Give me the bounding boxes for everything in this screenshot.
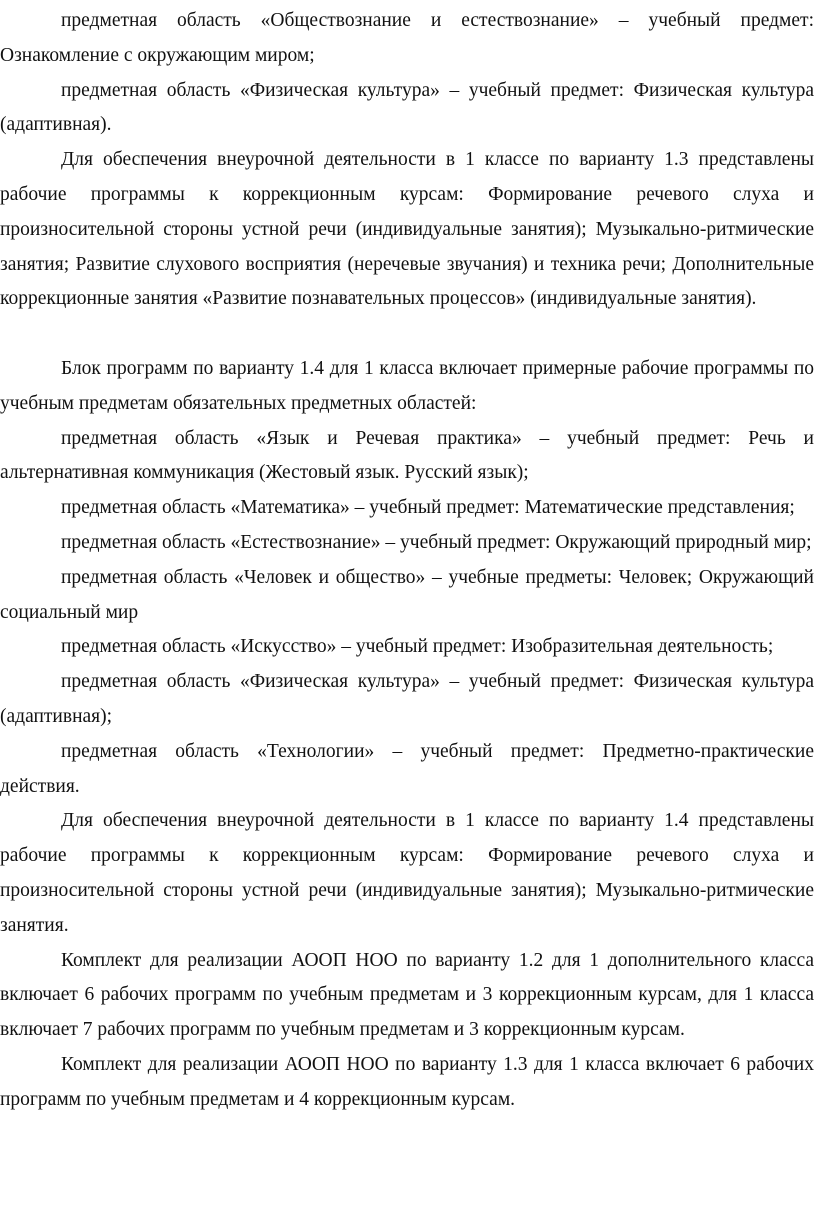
paragraph-8: предметная область «Человек и общество» – учебные предметы: Человек; Окружающий социальный мир [0, 566, 814, 623]
paragraph-3: Для обеспечения внеурочной деятельности в 1 классе по варианту 1.3 представлены рабочие программы к коррекционным курсам: Формирование речевого слуха и произносительной стороны устной речи (индивидуальные занятия); Музыкально-ритмические занятия; Развитие слухового восприятия (неречевые звучания) и техника речи; Дополнительные коррекционные занятия «Развитие познавательных процессов» (индивидуальные занятия). [0, 149, 814, 310]
paragraph-9: предметная область «Искусство» – учебный предмет: Изобразительная деятельность; [61, 636, 774, 658]
paragraph-14: Комплект для реализации АООП НОО по варианту 1.3 для 1 класса включает 6 рабочих программ по учебным предметам и 4 коррекционным курсам. [0, 1053, 814, 1110]
paragraph-6: предметная область «Математика» – учебный предмет: Математические представления; [61, 497, 795, 519]
paragraph-4: Блок программ по варианту 1.4 для 1 класса включает примерные рабочие программы по учебным предметам обязательных предметных областей: [0, 357, 814, 414]
paragraph-spacer [0, 317, 814, 352]
paragraph-13: Комплект для реализации АООП НОО по варианту 1.2 для 1 дополнительного класса включает 6 рабочих программ по учебным предметам и 3 коррекционным курсам, для 1 класса включает 7 рабочих программ по учебным предметам и 3 коррекционным курсам. [0, 949, 814, 1041]
paragraph-12: Для обеспечения внеурочной деятельности в 1 классе по варианту 1.4 представлены рабочие программы к коррекционным курсам: Формирование речевого слуха и произносительной стороны устной речи (индивидуальные занятия); Музыкально-ритмические занятия. [0, 810, 814, 936]
paragraph-5: предметная область «Язык и Речевая практика» – учебный предмет: Речь и альтернативная коммуникация (Жестовый язык. Русский язык); [0, 427, 814, 484]
paragraph-7: предметная область «Естествознание» – учебный предмет: Окружающий природный мир; [61, 531, 812, 553]
paragraph-2: предметная область «Физическая культура» – учебный предмет: Физическая культура (адаптивная). [0, 79, 814, 136]
paragraph-1: предметная область «Обществознание и естествознание» – учебный предмет: Ознакомление с окружающим миром; [0, 10, 814, 66]
paragraph-11: предметная область «Технологии» – учебный предмет: Предметно-практические действия. [0, 740, 814, 797]
paragraph-10: предметная область «Физическая культура» – учебный предмет: Физическая культура (адаптивная); [0, 671, 814, 727]
